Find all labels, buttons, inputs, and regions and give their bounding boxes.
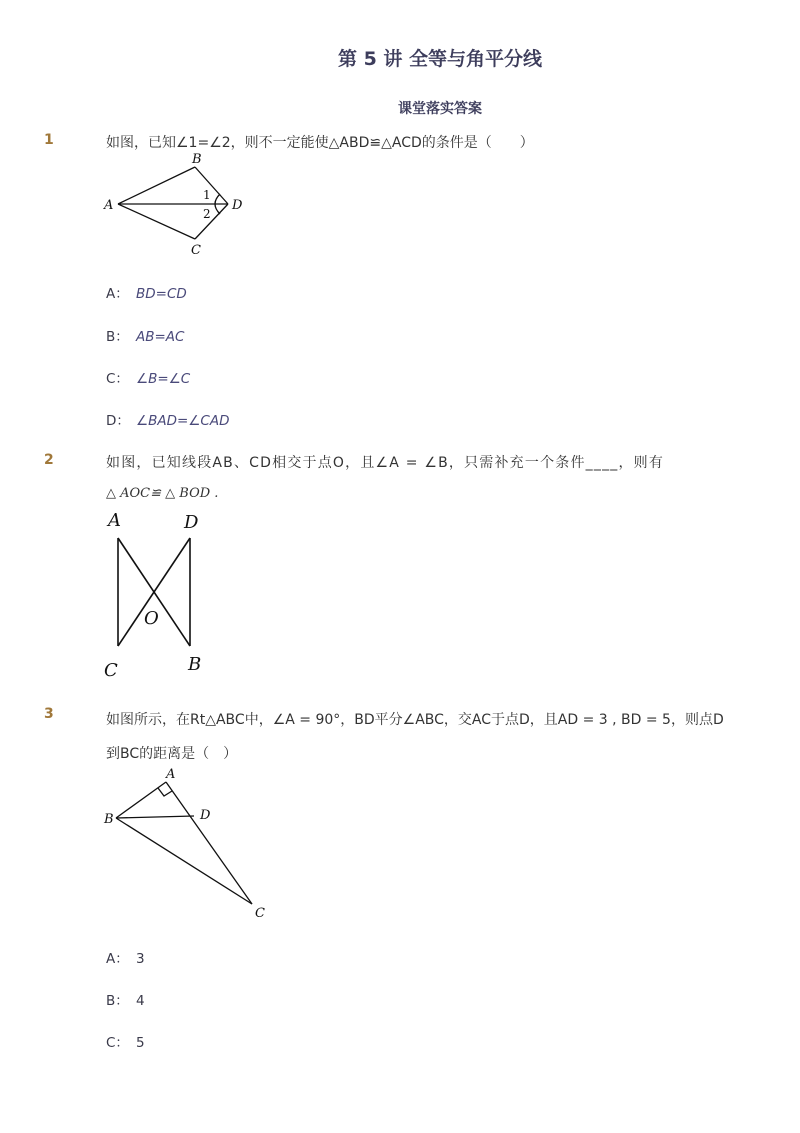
question-2-text-line-1: 如图，已知线段AB、CD相交于点O，且∠A = ∠B，只需补充一个条件____，则有 <box>106 455 665 471</box>
q1-label-c: C <box>191 243 201 258</box>
q1-line-ab <box>118 167 195 204</box>
question-1-option-d[interactable] <box>106 409 229 429</box>
option-value: 5 <box>136 1035 145 1051</box>
question-3-option-c[interactable] <box>106 1031 145 1051</box>
option-letter: C： <box>106 1035 129 1051</box>
question-3-text-line-1: 如图所示，在Rt△ABC中，∠A = 90°，BD平分∠ABC，交AC于点D，且AD = 3 , BD = 5，则点D <box>106 712 724 728</box>
q2-label-o: O <box>144 608 159 629</box>
question-2-figure <box>100 508 220 683</box>
q2-label-b: B <box>188 654 202 675</box>
option-letter: A： <box>106 286 129 302</box>
q1-line-bd <box>195 167 228 204</box>
q3-line-bd <box>116 816 194 818</box>
option-value: ∠BAD=∠CAD <box>136 413 230 429</box>
option-value: 4 <box>136 993 145 1009</box>
option-value: 3 <box>136 951 145 967</box>
q3-label-c: C <box>255 906 265 921</box>
q1-label-1: 1 <box>203 188 211 202</box>
q2-label-c: C <box>104 660 118 681</box>
option-letter: B： <box>106 329 129 345</box>
q1-label-a: A <box>104 198 114 213</box>
q1-label-b: B <box>192 152 202 167</box>
option-value: BD=CD <box>136 286 187 302</box>
q1-label-2: 2 <box>203 207 211 221</box>
q3-line-ac <box>166 782 252 904</box>
question-3-text-line-2: 到BC的距离是（ ） <box>106 746 238 762</box>
question-3-number: 3 <box>44 706 54 722</box>
q1-line-cd <box>195 204 228 239</box>
question-3-figure <box>100 764 280 924</box>
page-title: 第 5 讲 全等与角平分线 <box>337 48 543 70</box>
option-value: AB=AC <box>136 329 185 345</box>
question-2-number: 2 <box>44 452 54 468</box>
q1-label-d: D <box>232 198 243 213</box>
option-letter: A： <box>106 951 129 967</box>
option-letter: C： <box>106 371 129 387</box>
q3-label-b: B <box>104 812 114 827</box>
question-1-text: 如图，已知∠1=∠2，则不一定能使△ABD≌△ACD的条件是（ ） <box>106 135 534 151</box>
q2-label-d: D <box>184 512 199 533</box>
q3-label-a: A <box>166 767 176 782</box>
question-3-option-a[interactable] <box>106 947 145 967</box>
option-value: ∠B=∠C <box>136 371 191 387</box>
question-1-option-a[interactable] <box>106 282 187 302</box>
q3-label-d: D <box>200 808 211 823</box>
page-subtitle: 课堂落实答案 <box>398 101 482 117</box>
question-1-option-b[interactable] <box>106 325 184 345</box>
q3-right-angle-mark <box>158 788 172 796</box>
q2-label-a: A <box>108 510 121 531</box>
question-3-option-b[interactable] <box>106 989 145 1009</box>
q3-line-bc <box>116 818 252 904</box>
q1-line-ac <box>118 204 195 239</box>
option-letter: D： <box>106 413 130 429</box>
option-letter: B： <box>106 993 129 1009</box>
question-1-number: 1 <box>44 132 54 148</box>
q3-line-ab <box>116 782 166 818</box>
question-2-text-line-2: △ AOC≌ △ BOD . <box>106 486 219 501</box>
question-1-figure <box>100 150 260 260</box>
question-1-option-c[interactable] <box>106 367 190 387</box>
